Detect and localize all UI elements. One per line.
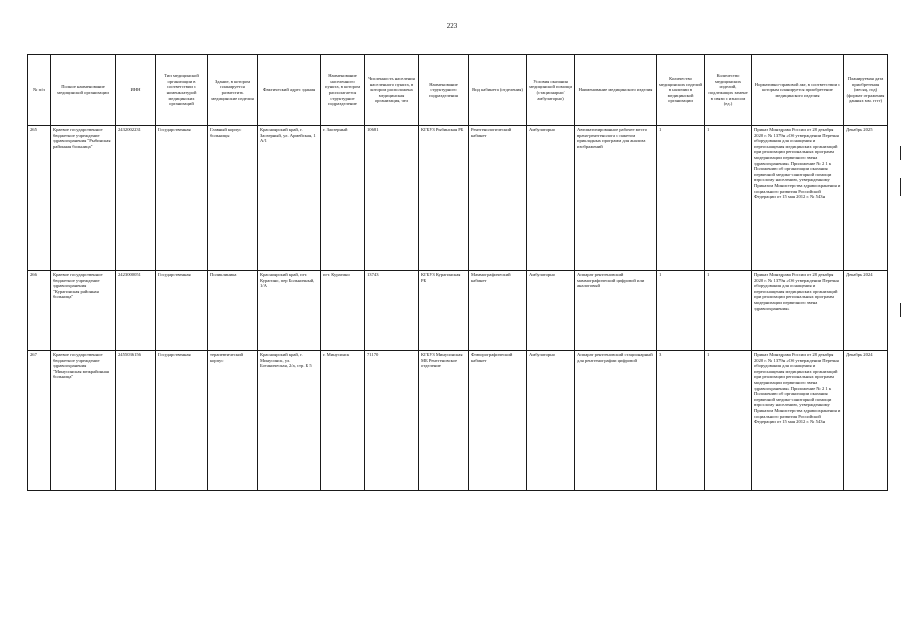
cell-number: 265: [28, 126, 51, 271]
cell-division: КГБУЗ Рыбинская РБ: [419, 126, 469, 271]
cell-devices-available: 1: [657, 126, 705, 271]
col-header-care-conditions: Условия оказания медицинской помощи (стационарно/амбулаторно): [527, 55, 575, 126]
cell-inn: 2423000051: [116, 271, 156, 351]
col-header-purchase-date: Планируемая дата приобретения (месяц, год) (формат отражения данных мм. гггг): [844, 55, 888, 126]
cell-purchase-date: Декабрь 2024: [844, 271, 888, 351]
table-row: [28, 271, 888, 351]
cell-inn: 2432002231: [116, 126, 156, 271]
col-header-organization: Полное наименование медицинской организации: [51, 55, 116, 126]
col-header-inn: ИНН: [116, 55, 156, 126]
cell-device-name: Аппарат рентгеновский маммографический цифровой или аналоговый: [575, 271, 657, 351]
cell-cabinet-type: Маммографический кабинет: [469, 271, 527, 351]
scan-artifact-mark: [900, 146, 901, 160]
cell-cabinet-type: Флюорографический кабинет: [469, 351, 527, 491]
cell-inn: 2455036156: [116, 351, 156, 491]
table-row: [28, 351, 888, 491]
cell-building: терапевтический корпус: [208, 351, 258, 491]
cell-devices-to-replace: 1: [705, 126, 752, 271]
cell-legal-act: Приказ Минздрава России от 28 декабря 2020 г. № 1379н «Об утверждении Перечня оборудования для оснащения и переоснащения медицинских организаций при реализации региональных программ модернизации первичного звена здравоохранения» Приложение № 2 1 к Положению об организации оказания первичной медико-санитарной помощи взрослому населению, утвержденному Приказом Министерства здравоохранения и социального развития Российской Федерации от 15 мая 2012 г. № 543н: [752, 351, 844, 491]
cell-address: Красноярский край, пгт. Курагино, пер Больничный, 1/А: [258, 271, 321, 351]
cell-org-type: Государственная: [156, 271, 208, 351]
cell-settlement: пгт. Курагино: [321, 271, 365, 351]
cell-legal-act: Приказ Минздрава России от 28 декабря 2020 г. № 1379н «Об утверждении Перечня оборудования для оснащения и переоснащения медицинских организаций при реализации региональных программ модернизации первичного звена здравоохранения» Приложение № 2 1 к Положению об организации оказания первичной медико-санитарной помощи взрослому населению, утвержденному Приказом Министерства здравоохранения и социального развития Российской Федерации от 15 мая 2012 г. № 543н: [752, 126, 844, 271]
cell-population: 71170: [365, 351, 419, 491]
cell-address: Красноярский край, г. Заозерный, ул. Армейская, 1 А/1: [258, 126, 321, 271]
col-header-device-name: Наименование медицинского изделия: [575, 55, 657, 126]
equipment-table: [27, 54, 888, 491]
cell-building: Главный корпус больницы: [208, 126, 258, 271]
cell-settlement: г. Минусинск: [321, 351, 365, 491]
table-row: [28, 126, 888, 271]
cell-care-conditions: Амбулаторно: [527, 351, 575, 491]
cell-number: 267: [28, 351, 51, 491]
cell-organization: Краевое государственное бюджетное учреждение здравоохранения "Рыбинская районная больница": [51, 126, 116, 271]
col-header-cabinet-type: Вид кабинета (отделения): [469, 55, 527, 126]
col-header-division: Наименование структурного подразделения: [419, 55, 469, 126]
cell-division: КГБУЗ Курагинская РБ: [419, 271, 469, 351]
col-header-legal-act: Нормативно-правовой акт, в соответствии с которым планируется приобретение медицинского изделия: [752, 55, 844, 126]
col-header-devices-to-replace: Количество медицинских изделий, подлежащих замене в связи с износом (ед.): [705, 55, 752, 126]
cell-address: Красноярский край, г. Минусинск, ул. Ботаническая, 2/а, стр. Б 5: [258, 351, 321, 491]
cell-division: КГБУЗ Минусинская МБ Рентгеновское отделение: [419, 351, 469, 491]
cell-care-conditions: Амбулаторно: [527, 126, 575, 271]
cell-population: 13743: [365, 271, 419, 351]
col-header-building: Здание, в котором планируется разместить медицинские изделия: [208, 55, 258, 126]
cell-devices-to-replace: 1: [705, 351, 752, 491]
scan-artifact-mark: [900, 178, 901, 196]
cell-device-name: Автоматизированное рабочее место врача-рентгенолога с пакетом прикладных программ для анализа изображений: [575, 126, 657, 271]
scan-artifact-mark: [900, 303, 901, 317]
col-header-org-type: Тип медицинской организации в соответствии с номенклатурой медицинских организаций: [156, 55, 208, 126]
cell-device-name: Аппарат рентгеновский стационарный для рентгенографии цифровой: [575, 351, 657, 491]
header-row: [28, 55, 888, 126]
cell-population: 10681: [365, 126, 419, 271]
page-number: 223: [446, 22, 458, 30]
cell-organization: Краевое государственное бюджетное учреждение здравоохранения "Курагинская районная больница": [51, 271, 116, 351]
cell-org-type: Государственная: [156, 126, 208, 271]
cell-devices-available: 3: [657, 351, 705, 491]
cell-building: Поликлиника: [208, 271, 258, 351]
cell-number: 266: [28, 271, 51, 351]
cell-legal-act: Приказ Минздрава России от 28 декабря 2020 г. № 1379н «Об утверждении Перечня оборудования для оснащения и переоснащения медицинских организаций при реализации региональных программ модернизации первичного звена здравоохранения»: [752, 271, 844, 351]
cell-settlement: г. Заозерный: [321, 126, 365, 271]
col-header-devices-available: Количество медицинских изделий в наличии в медицинской организации: [657, 55, 705, 126]
col-header-number: № п/п: [28, 55, 51, 126]
cell-cabinet-type: Рентгенологический кабинет: [469, 126, 527, 271]
cell-purchase-date: Декабрь 2024: [844, 351, 888, 491]
cell-purchase-date: Декабрь 2025: [844, 126, 888, 271]
cell-org-type: Государственная: [156, 351, 208, 491]
cell-care-conditions: Амбулаторно: [527, 271, 575, 351]
cell-organization: Краевое государственное бюджетное учреждение здравоохранения "Минусинская межрайонная больница": [51, 351, 116, 491]
col-header-population: Численность населения населенного пункта, в котором расположена медицинская организация, чел: [365, 55, 419, 126]
col-header-address: Фактический адрес здания: [258, 55, 321, 126]
col-header-settlement: Наименование населенного пункта, в котором располагается структурное подразделение: [321, 55, 365, 126]
cell-devices-to-replace: 1: [705, 271, 752, 351]
cell-devices-available: 1: [657, 271, 705, 351]
